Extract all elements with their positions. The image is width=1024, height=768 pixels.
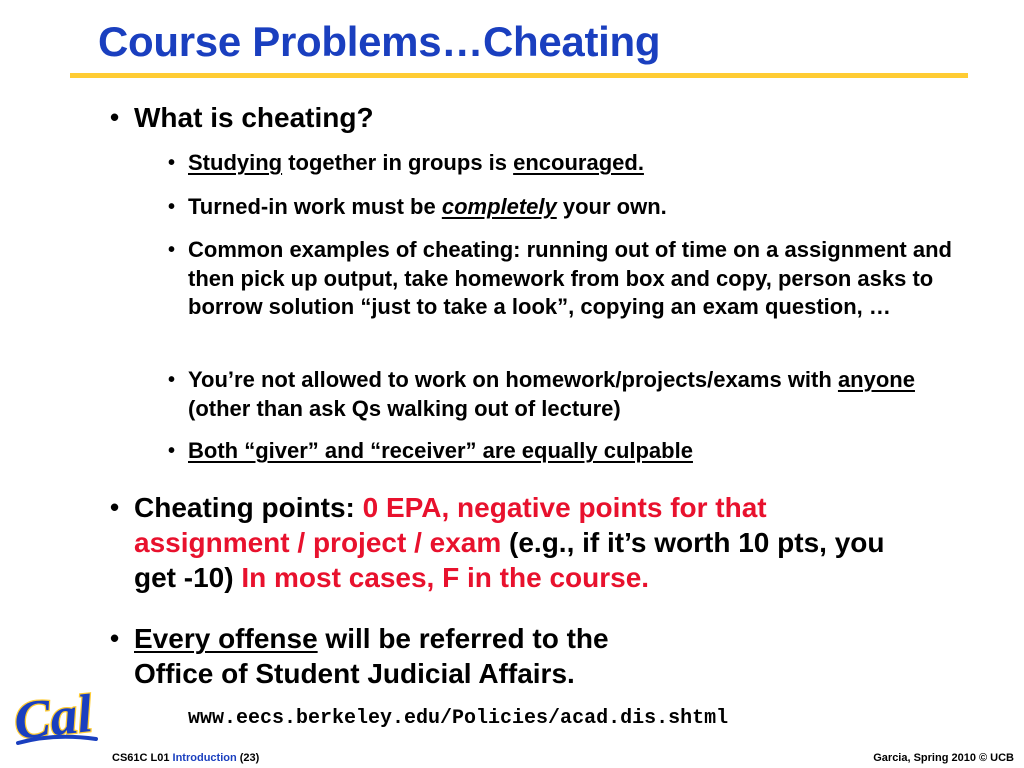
plain-text: You’re not allowed to work on homework/projects/exams with	[188, 367, 838, 392]
bullet-icon: •	[110, 623, 120, 653]
footer-course: CS61C L01	[112, 752, 173, 764]
plain-text: (e.g., if it’s worth 10 pts, you get -10)	[134, 527, 885, 593]
sub-bullet-not-allowed	[168, 366, 968, 423]
bullet-text: What is cheating?	[134, 102, 374, 133]
underlined-text: anyone	[837, 367, 915, 392]
sub-bullet-text	[188, 149, 968, 178]
bullet-text	[134, 621, 990, 691]
plain-text: (other than ask Qs walking out of lecture)	[188, 395, 621, 421]
cal-logo-text: Cal	[11, 685, 96, 751]
sub-bullet-text: Common examples of cheating: running out of time on a assignment and then pick up output, take homework from box and copy, person asks to borrow solution “just to take a look”, copying an exam question, …	[188, 237, 952, 319]
underlined-text: encouraged.	[513, 150, 644, 175]
underlined-text: Every offense	[134, 623, 318, 654]
sub-bullet-both-culpable	[168, 437, 968, 466]
policy-url-link[interactable]: www.eecs.berkeley.edu/Policies/acad.dis.shtml	[188, 707, 729, 730]
sub-bullet-turned-in-work	[168, 193, 968, 222]
plain-text: Office of Student Judicial Affairs.	[134, 658, 575, 689]
cal-logo-graphic	[4, 685, 104, 751]
bullet-icon: •	[110, 102, 120, 132]
bullet-icon: •	[168, 196, 176, 218]
bullet-icon: •	[110, 492, 120, 522]
bullet-icon: •	[168, 369, 176, 391]
slide-title: Course Problems…Cheating	[98, 18, 661, 65]
footer-credit: Garcia, Spring 2010 © UCB	[873, 752, 1014, 764]
sub-bullet-text	[188, 193, 968, 222]
footer-course-info	[112, 751, 259, 765]
emphasized-text: completely	[441, 194, 557, 219]
sub-bullet-text	[188, 366, 968, 423]
bullet-cheating-points	[110, 490, 925, 595]
bullet-icon: •	[168, 152, 176, 174]
bullet-what-is-cheating	[110, 100, 990, 135]
plain-text: together in groups is	[282, 150, 514, 175]
plain-text: Turned-in work must be	[188, 194, 442, 219]
bullet-icon: •	[168, 440, 176, 462]
plain-text: will be referred to the	[317, 623, 609, 654]
bullet-every-offense	[110, 621, 990, 691]
sub-bullet-common-examples	[168, 236, 958, 322]
bullet-text	[134, 490, 925, 595]
plain-text: your own.	[556, 194, 667, 219]
highlighted-text: 0 EPA, negative points for that assignment / project / exam	[134, 492, 767, 558]
underlined-text: Studying	[188, 150, 283, 175]
cal-logo	[4, 685, 104, 751]
highlighted-text: In most cases, F in the course.	[241, 562, 650, 593]
sub-bullet-text	[188, 437, 968, 466]
plain-text: Cheating points:	[134, 492, 363, 523]
sub-bullet-studying	[168, 149, 968, 178]
bullet-icon: •	[168, 239, 176, 261]
underlined-text: Both “giver” and “receiver” are equally culpable	[188, 438, 693, 463]
footer-topic: Introduction	[172, 752, 237, 764]
footer-page: (23)	[236, 752, 260, 764]
